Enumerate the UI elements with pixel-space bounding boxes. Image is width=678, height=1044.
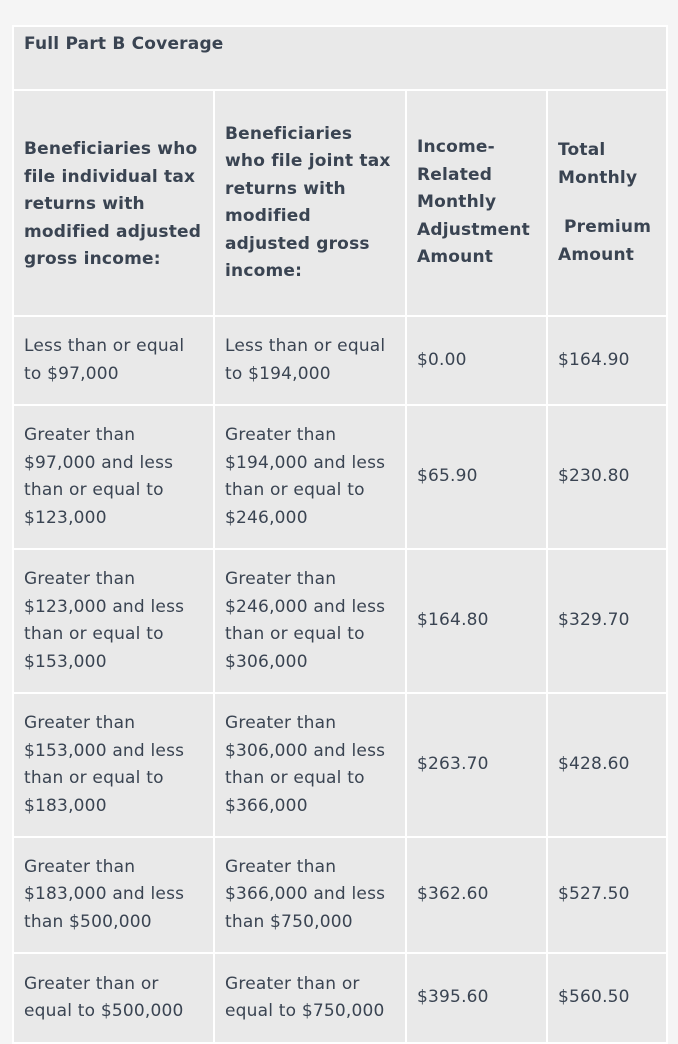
cell-total: $527.50 [547,837,667,953]
header-total-block [558,137,656,269]
header-total-line3: Premium [564,217,652,237]
cell-individual: Greater than or equal to $500,000 [13,953,214,1043]
cell-joint: Greater than $246,000 and less than or equal to $306,000 [214,549,406,693]
cell-total: $329.70 [547,549,667,693]
part-b-premium-table [12,25,668,1044]
cell-joint: Greater than or equal to $750,000 [214,953,406,1043]
cell-irmaa: $65.90 [406,405,547,549]
cell-joint: Greater than $306,000 and less than or equal to $366,000 [214,693,406,837]
cell-individual: Greater than $153,000 and less than or equal to $183,000 [13,693,214,837]
table-title-row [13,26,667,90]
table-title: Full Part B Coverage [13,26,667,90]
table-body [13,316,667,1043]
table-row [13,316,667,405]
header-total-line4: Amount [558,244,635,265]
table-row [13,953,667,1043]
cell-individual: Greater than $123,000 and less than or equal to $153,000 [13,549,214,693]
cell-total: $428.60 [547,693,667,837]
cell-joint: Greater than $366,000 and less than $750,000 [214,837,406,953]
header-total-gap [558,192,656,214]
table-row [13,693,667,837]
table-row [13,549,667,693]
cell-irmaa: $362.60 [406,837,547,953]
cell-total: $164.90 [547,316,667,405]
cell-irmaa: $263.70 [406,693,547,837]
cell-total: $230.80 [547,405,667,549]
header-total-line2: Monthly [558,167,638,188]
premium-table-container [12,25,666,1044]
header-irmaa: Income-Related Monthly Adjustment Amount [406,90,547,316]
table-row [13,837,667,953]
header-total [547,90,667,316]
table-row [13,405,667,549]
header-joint: Beneficiaries who file joint tax returns with modified adjusted gross income: [214,90,406,316]
cell-joint: Less than or equal to $194,000 [214,316,406,405]
cell-irmaa: $395.60 [406,953,547,1043]
cell-individual: Greater than $183,000 and less than $500,000 [13,837,214,953]
cell-total: $560.50 [547,953,667,1043]
cell-individual: Greater than $97,000 and less than or equal to $123,000 [13,405,214,549]
header-individual: Beneficiaries who file individual tax returns with modified adjusted gross income: [13,90,214,316]
cell-irmaa: $0.00 [406,316,547,405]
cell-irmaa: $164.80 [406,549,547,693]
cell-individual: Less than or equal to $97,000 [13,316,214,405]
header-total-line1: Total [558,140,606,160]
table-header-row [13,90,667,316]
cell-joint: Greater than $194,000 and less than or equal to $246,000 [214,405,406,549]
